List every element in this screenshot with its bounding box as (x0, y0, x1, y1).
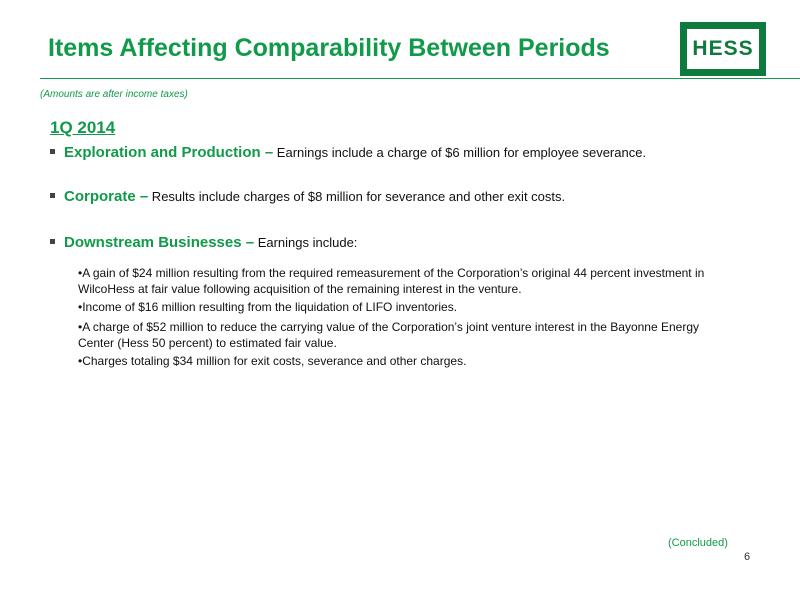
bullet-text: Earnings include a charge of $6 million for employee severance. (273, 145, 647, 160)
sub-bullet-exit-costs: •Charges totaling $34 million for exit costs, severance and other charges. (78, 354, 467, 368)
square-bullet-icon (50, 239, 55, 244)
concluded-note: (Concluded) (668, 537, 728, 549)
section-heading: 1Q 2014 (50, 118, 116, 137)
title-divider (40, 78, 800, 79)
hess-logo (680, 22, 766, 76)
sub-bullet-bayonne-charge: •A charge of $52 million to reduce the carrying value of the Corporation’s joint venture interest in the Bayonne Energy Center (Hess 50 percent) to estimated fair value. (78, 320, 700, 350)
sub-bullet-lifo-income: •Income of $16 million resulting from the liquidation of LIFO inventories. (78, 300, 458, 314)
slide-subtitle: (Amounts are after income taxes) (40, 89, 188, 100)
bullet-text: Results include charges of $8 million for severance and other exit costs. (148, 189, 566, 204)
square-bullet-icon (50, 149, 55, 154)
bullet-lead: Corporate – (64, 188, 149, 205)
hess-logo-text: HESS (692, 37, 754, 60)
bullet-corporate (50, 188, 565, 205)
bullet-lead: Exploration and Production – (64, 144, 274, 161)
sub-bullet-wilcohess-gain: •A gain of $24 million resulting from the required remeasurement of the Corporation’s original 44 percent investment in WilcoHess at fair value following acquisition of the remaining interest in the venture. (78, 266, 705, 296)
square-bullet-icon (50, 193, 55, 198)
bullet-text: Earnings include: (254, 235, 358, 250)
bullet-lead: Downstream Businesses – (64, 234, 255, 251)
bullet-downstream (50, 234, 357, 251)
bullet-exploration-production (50, 144, 646, 161)
slide-title: Items Affecting Comparability Between Periods (48, 34, 610, 62)
page-number: 6 (744, 551, 751, 563)
hess-logo-frame (685, 27, 761, 71)
